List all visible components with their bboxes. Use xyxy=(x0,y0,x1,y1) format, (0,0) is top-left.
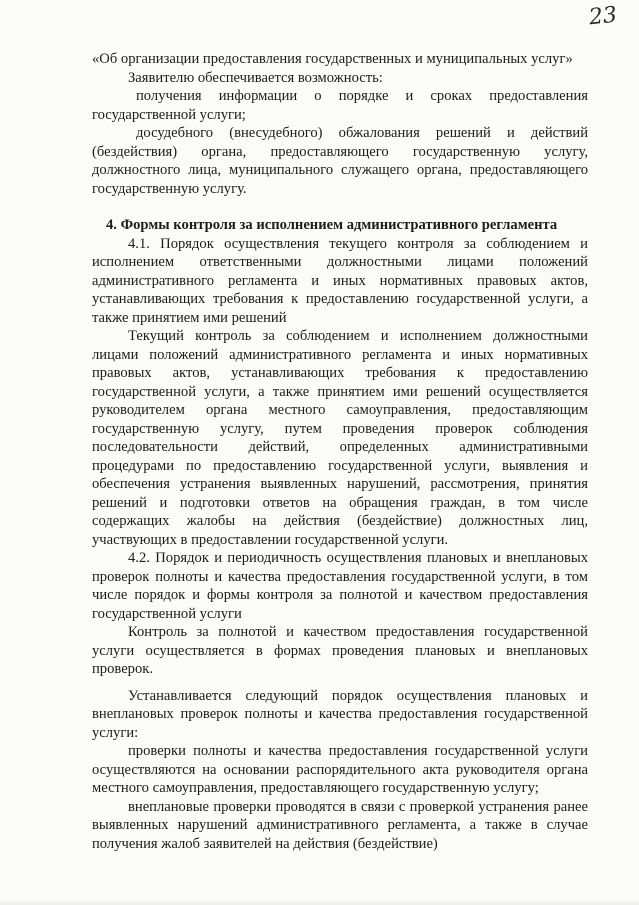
paragraph-control-forms: Контроль за полнотой и качеством предоставления государственной услуги осуществляется в формах проведения плановых и внеплановых проверок. xyxy=(92,624,588,677)
paragraph-law-title-continuation: «Об организации предоставления государственных и муниципальных услуг» xyxy=(92,51,573,67)
paragraph-information-item: получения информации о порядке и сроках предоставления государственной услуги; xyxy=(92,88,588,123)
paragraph-4-1-heading: 4.1. Порядок осуществления текущего контроля за соблюдением и исполнением ответственными должностными лицами положений административного регламента и иных нормативных правовых актов, устанавливающих требования к предоставлению государственной услуги, а также принятием ими решений xyxy=(92,235,588,326)
paragraph-appeal-item: досудебного (внесудебного) обжалования решений и действий (бездействия) органа, предоставляющего государственную услугу, должностного лица, муниципального служащего органа, предоставляющего государственную услугу. xyxy=(92,125,588,197)
scan-edge-shadow xyxy=(0,899,639,905)
paragraph-current-control: Текущий контроль за соблюдением и исполнением должностными лицами положений административного регламента и иных нормативных правовых актов, устанавливающих требования к предоставлению государственной услуги, а также принятием ими решений осуществляется руководителем органа местного самоуправления, предоставляющим государственную услугу, путем проведения проверок соблюдения последовательности действий, определенных административными процедурами по предоставлению государственной услуги, выявления и обеспечения устранения выявленных нарушений, рассмотрения, принятия решений и подготовки ответов на обращения граждан, в том числе содержащих жалобы на действия (бездействие) должностных лиц, участвующих в предоставлении государственной услуги. xyxy=(92,328,588,548)
paragraph-applicant-opportunities: Заявителю обеспечивается возможность: xyxy=(128,69,383,86)
paragraph-inspection-procedure: Устанавливается следующий порядок осуществления плановых и внеплановых проверок полноты и качества предоставления государственной услуги: xyxy=(92,687,588,741)
paragraph-4-2-heading: 4.2. Порядок и периодичность осуществления плановых и внеплановых проверок полноты и качества предоставления государственной услуги, в том числе порядок и формы контроля за полнотой и качеством предоставления государственной услуги xyxy=(92,550,588,622)
section-heading-4: 4. Формы контроля за исполнением административного регламента xyxy=(106,217,558,233)
paragraph-scheduled-inspections: проверки полноты и качества предоставления государственной услуги осуществляются на основании распорядительного акта руководителя органа местного самоуправления, предоставляющего государственную услугу; xyxy=(92,743,588,796)
page-number: 23 xyxy=(587,2,619,31)
paragraph-unscheduled-inspections: внеплановые проверки проводятся в связи с проверкой устранения ранее выявленных нарушений административного регламента, а также в случае получения жалоб заявителей на действия (бездействие) xyxy=(92,798,588,852)
document-body xyxy=(92,50,588,853)
